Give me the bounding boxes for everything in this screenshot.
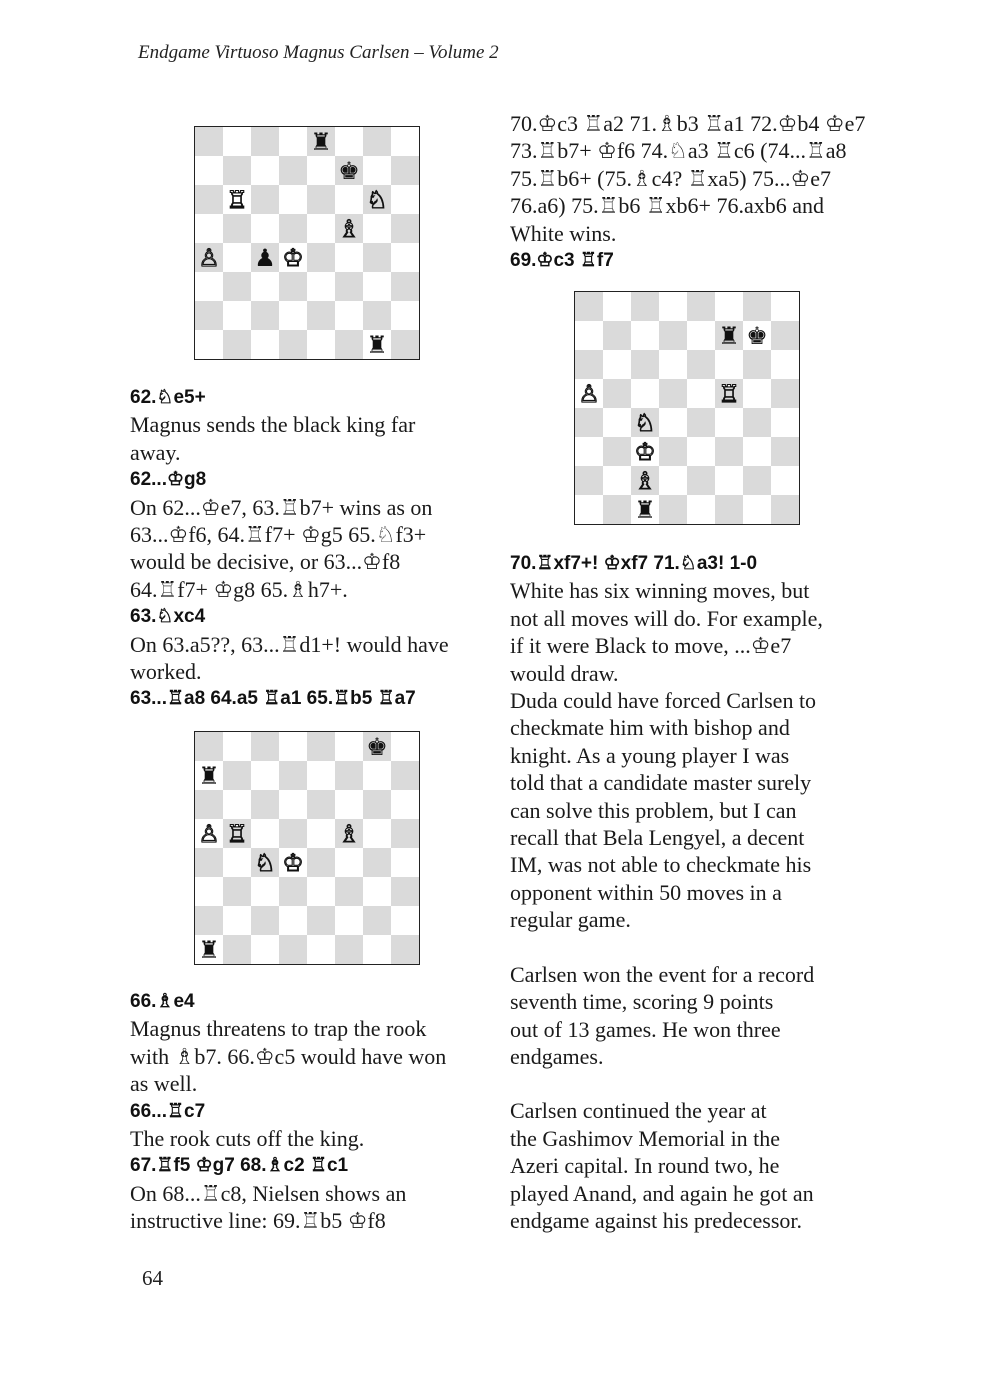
text-line: told that a candidate master surely <box>510 770 812 796</box>
board-square <box>391 732 419 761</box>
board-square <box>659 466 687 495</box>
board-square <box>575 437 603 466</box>
running-head: Endgame Virtuoso Magnus Carlsen – Volume 2 <box>138 42 499 63</box>
board-square <box>771 408 799 437</box>
board-square <box>195 790 223 819</box>
text-line: would be decisive, or 63...♔f8 <box>130 549 401 575</box>
board-square <box>335 272 363 301</box>
chess-piece-icon: ♙ <box>578 379 600 408</box>
board-square <box>715 350 743 379</box>
board-square <box>195 185 223 214</box>
board-square <box>659 437 687 466</box>
board-square <box>307 790 335 819</box>
board-square <box>195 214 223 243</box>
board-square <box>307 127 335 156</box>
text-line: can solve this problem, but I can <box>510 797 797 823</box>
board-square <box>659 321 687 350</box>
board-square <box>363 185 391 214</box>
board-square <box>223 848 251 877</box>
board-square <box>307 272 335 301</box>
text-line: checkmate him with bishop and <box>510 715 790 741</box>
board-square <box>391 790 419 819</box>
board-square <box>251 790 279 819</box>
board-square <box>307 877 335 906</box>
board-square <box>391 156 419 185</box>
board-square <box>743 437 771 466</box>
chess-piece-icon: ♔ <box>282 243 304 272</box>
board-square <box>575 408 603 437</box>
board-square <box>715 292 743 321</box>
chess-piece-icon: ♗ <box>338 214 360 243</box>
text-line: The rook cuts off the king. <box>130 1126 365 1152</box>
move-line: 69.♔c3 ♖f7 <box>510 250 614 272</box>
board-square <box>715 321 743 350</box>
board-square <box>363 935 391 964</box>
text-line: recall that Bela Lengyel, a decent <box>510 825 805 851</box>
text-line: On 63.a5??, 63...♖d1+! would have <box>130 631 449 657</box>
chess-piece-icon: ♗ <box>338 819 360 848</box>
board-square <box>743 350 771 379</box>
text-line: 73.♖b7+ ♔f6 74.♘a3 ♖c6 (74...♖a8 <box>510 138 847 164</box>
board-square <box>575 495 603 524</box>
board-square <box>307 243 335 272</box>
text-line: with ♗b7. 66.♔c5 would have won <box>130 1043 447 1069</box>
chess-piece-icon: ♙ <box>198 243 220 272</box>
board-square <box>391 906 419 935</box>
board-square <box>363 156 391 185</box>
board-square <box>363 243 391 272</box>
board-square <box>195 301 223 330</box>
board-square <box>279 243 307 272</box>
chess-piece-icon: ♖ <box>226 185 248 214</box>
board-square <box>251 761 279 790</box>
board-square <box>575 292 603 321</box>
board-square <box>195 906 223 935</box>
chess-piece-icon: ♚ <box>366 732 388 761</box>
board-square <box>307 848 335 877</box>
board-square <box>223 761 251 790</box>
text-line: IM, was not able to checkmate his <box>510 852 812 878</box>
board-square <box>279 848 307 877</box>
board-square <box>659 495 687 524</box>
board-square <box>279 906 307 935</box>
board-square <box>715 379 743 408</box>
chess-piece-icon: ♔ <box>634 437 656 466</box>
board-square <box>223 330 251 359</box>
board-square <box>335 243 363 272</box>
chess-piece-icon: ♜ <box>198 935 220 964</box>
board-square <box>363 790 391 819</box>
board-square <box>743 321 771 350</box>
chess-piece-icon: ♚ <box>338 156 360 185</box>
board-square <box>631 495 659 524</box>
board-square <box>307 935 335 964</box>
board-square <box>223 214 251 243</box>
board-square <box>363 761 391 790</box>
board-square <box>363 877 391 906</box>
board-square <box>195 935 223 964</box>
text-line: Carlsen continued the year at <box>510 1098 767 1124</box>
board-square <box>391 301 419 330</box>
board-square <box>335 185 363 214</box>
board-square <box>771 292 799 321</box>
board-square <box>659 379 687 408</box>
text-line: Magnus sends the black king far <box>130 412 416 438</box>
board-square <box>307 330 335 359</box>
text-line: away. <box>130 439 181 465</box>
board-square <box>335 906 363 935</box>
text-line: 64.♖f7+ ♔g8 65.♗h7+. <box>130 576 348 602</box>
board-square <box>223 790 251 819</box>
board-square <box>687 292 715 321</box>
board-square <box>687 495 715 524</box>
board-square <box>603 379 631 408</box>
board-square <box>335 127 363 156</box>
board-square <box>603 466 631 495</box>
board-square <box>307 214 335 243</box>
board-square <box>335 214 363 243</box>
board-square <box>391 819 419 848</box>
move-line: 62.♘e5+ <box>130 387 206 408</box>
board-square <box>363 127 391 156</box>
board-square <box>335 330 363 359</box>
board-square <box>771 437 799 466</box>
board-square <box>223 127 251 156</box>
move-line: 62...♔g8 <box>130 469 207 491</box>
board-square <box>771 466 799 495</box>
board-square <box>771 350 799 379</box>
chess-piece-icon: ♜ <box>366 330 388 359</box>
board-square <box>743 495 771 524</box>
board-square <box>687 408 715 437</box>
board-square <box>251 732 279 761</box>
move-line: 63.♘xc4 <box>130 606 206 628</box>
text-line: On 62...♔e7, 63.♖b7+ wins as on <box>130 494 433 520</box>
chess-piece-icon: ♖ <box>718 379 740 408</box>
board-square <box>223 185 251 214</box>
text-line: instructive line: 69.♖b5 ♔f8 <box>130 1208 386 1234</box>
chess-piece-icon: ♖ <box>226 819 248 848</box>
board-square <box>279 790 307 819</box>
board-square <box>603 292 631 321</box>
board-square <box>195 819 223 848</box>
board-square <box>631 379 659 408</box>
board-square <box>391 243 419 272</box>
board-square <box>687 321 715 350</box>
board-square <box>603 408 631 437</box>
board-square <box>195 732 223 761</box>
board-square <box>279 935 307 964</box>
board-square <box>195 272 223 301</box>
board-square <box>307 732 335 761</box>
board-square <box>251 214 279 243</box>
board-square <box>279 272 307 301</box>
board-square <box>279 819 307 848</box>
board-square <box>279 877 307 906</box>
text-line: opponent within 50 moves in a <box>510 879 782 905</box>
board-square <box>391 127 419 156</box>
text-line: as well. <box>130 1071 198 1097</box>
board-square <box>715 466 743 495</box>
chess-piece-icon: ♜ <box>310 127 332 156</box>
board-square <box>251 819 279 848</box>
board-square <box>279 761 307 790</box>
board-square <box>687 466 715 495</box>
board-square <box>195 877 223 906</box>
board-square <box>363 906 391 935</box>
board-square <box>659 408 687 437</box>
board-square <box>391 214 419 243</box>
board-square <box>659 292 687 321</box>
board-square <box>251 848 279 877</box>
text-line: Azeri capital. In round two, he <box>510 1153 780 1179</box>
board-square <box>363 732 391 761</box>
board-square <box>631 408 659 437</box>
move-line: 70.♖xf7+! ♔xf7 71.♘a3! 1-0 <box>510 553 758 574</box>
board-square <box>335 761 363 790</box>
chess-piece-icon: ♚ <box>746 321 768 350</box>
move-line: 66...♖c7 <box>130 1100 206 1122</box>
board-square <box>363 214 391 243</box>
board-square <box>391 877 419 906</box>
board-square <box>335 848 363 877</box>
board-square <box>743 292 771 321</box>
text-line: worked. <box>130 659 202 685</box>
board-square <box>307 906 335 935</box>
board-square <box>659 350 687 379</box>
board-square <box>603 437 631 466</box>
board-square <box>307 185 335 214</box>
board-square <box>771 495 799 524</box>
text-line: White has six winning moves, but <box>510 578 810 604</box>
chess-piece-icon: ♘ <box>634 408 656 437</box>
board-square <box>279 185 307 214</box>
text-line: 63...♔f6, 64.♖f7+ ♔g5 65.♘f3+ <box>130 522 427 548</box>
chess-diagram-2 <box>194 731 420 965</box>
move-line: 63...♖a8 64.a5 ♖a1 65.♖b5 ♖a7 <box>130 688 416 710</box>
board-square <box>631 292 659 321</box>
board-square <box>223 906 251 935</box>
chess-piece-icon: ♗ <box>634 466 656 495</box>
board-square <box>335 935 363 964</box>
text-line: seventh time, scoring 9 points <box>510 989 774 1015</box>
board-square <box>223 156 251 185</box>
move-line: 66.♗e4 <box>130 991 195 1012</box>
board-square <box>195 330 223 359</box>
board-square <box>251 330 279 359</box>
board-square <box>195 848 223 877</box>
page-number: 64 <box>142 1266 163 1290</box>
board-square <box>603 350 631 379</box>
board-square <box>223 272 251 301</box>
board-square <box>307 156 335 185</box>
text-line: would draw. <box>510 660 619 686</box>
board-square <box>251 906 279 935</box>
chess-piece-icon: ♟ <box>254 243 276 272</box>
board-square <box>631 321 659 350</box>
board-square <box>631 350 659 379</box>
chess-diagram-3 <box>574 291 800 525</box>
board-square <box>743 379 771 408</box>
board-square <box>195 761 223 790</box>
text-line: regular game. <box>510 907 631 933</box>
chess-piece-icon: ♘ <box>366 185 388 214</box>
board-square <box>391 185 419 214</box>
chess-piece-icon: ♙ <box>198 819 220 848</box>
text-line: played Anand, and again he got an <box>510 1180 814 1206</box>
board-square <box>251 127 279 156</box>
board-square <box>575 379 603 408</box>
board-square <box>223 301 251 330</box>
board-square <box>223 819 251 848</box>
text-line: Magnus threatens to trap the rook <box>130 1016 427 1042</box>
text-line: knight. As a young player I was <box>510 742 790 768</box>
chess-piece-icon: ♜ <box>718 321 740 350</box>
board-square <box>335 732 363 761</box>
board-square <box>335 156 363 185</box>
board-square <box>279 156 307 185</box>
text-line: endgames. <box>510 1043 604 1069</box>
board-square <box>223 243 251 272</box>
board-square <box>251 185 279 214</box>
board-square <box>771 321 799 350</box>
board-square <box>603 495 631 524</box>
board-square <box>223 935 251 964</box>
board-square <box>631 437 659 466</box>
board-square <box>307 761 335 790</box>
board-square <box>575 321 603 350</box>
board-square <box>715 495 743 524</box>
text-line: On 68...♖c8, Nielsen shows an <box>130 1180 407 1206</box>
board-square <box>251 935 279 964</box>
board-square <box>715 408 743 437</box>
board-square <box>195 127 223 156</box>
board-square <box>391 761 419 790</box>
board-square <box>251 301 279 330</box>
text-line: the Gashimov Memorial in the <box>510 1125 781 1151</box>
board-square <box>603 321 631 350</box>
board-square <box>223 877 251 906</box>
board-square <box>391 935 419 964</box>
board-square <box>391 848 419 877</box>
chess-piece-icon: ♜ <box>634 495 656 524</box>
chess-piece-icon: ♘ <box>254 848 276 877</box>
board-square <box>575 466 603 495</box>
board-square <box>363 272 391 301</box>
board-square <box>743 408 771 437</box>
board-square <box>195 156 223 185</box>
board-square <box>279 732 307 761</box>
board-square <box>363 819 391 848</box>
board-square <box>279 330 307 359</box>
board-square <box>575 350 603 379</box>
board-square <box>251 877 279 906</box>
chess-piece-icon: ♜ <box>198 761 220 790</box>
board-square <box>363 848 391 877</box>
board-square <box>307 819 335 848</box>
board-square <box>307 301 335 330</box>
board-square <box>743 466 771 495</box>
board-square <box>687 379 715 408</box>
text-line: Duda could have forced Carlsen to <box>510 688 817 714</box>
board-square <box>391 330 419 359</box>
board-square <box>251 156 279 185</box>
board-square <box>251 243 279 272</box>
move-line: 67.♖f5 ♔g7 68.♗c2 ♖c1 <box>130 1155 349 1177</box>
board-square <box>195 243 223 272</box>
board-square <box>631 466 659 495</box>
board-square <box>279 301 307 330</box>
board-square <box>715 437 743 466</box>
board-square <box>363 301 391 330</box>
board-square <box>335 301 363 330</box>
board-square <box>391 272 419 301</box>
text-line: 70.♔c3 ♖a2 71.♗b3 ♖a1 72.♔b4 ♔e7 <box>510 111 866 136</box>
text-line: not all moves will do. For example, <box>510 605 823 631</box>
board-square <box>279 127 307 156</box>
board-square <box>771 379 799 408</box>
text-line: Carlsen won the event for a record <box>510 961 815 987</box>
board-square <box>687 350 715 379</box>
board-square <box>251 272 279 301</box>
text-line: 76.a6) 75.♖b6 ♖xb6+ 76.axb6 and <box>510 193 824 219</box>
text-line: out of 13 games. He won three <box>510 1016 781 1042</box>
chess-diagram-1 <box>194 126 420 360</box>
board-square <box>335 819 363 848</box>
text-line: White wins. <box>510 220 617 246</box>
board-square <box>687 437 715 466</box>
board-square <box>279 214 307 243</box>
chess-piece-icon: ♔ <box>282 848 304 877</box>
board-square <box>335 877 363 906</box>
text-line: if it were Black to move, ...♔e7 <box>510 633 792 659</box>
text-line: 75.♖b6+ (75.♗c4? ♖xa5) 75...♔e7 <box>510 165 832 191</box>
board-square <box>363 330 391 359</box>
text-line: endgame against his predecessor. <box>510 1207 803 1233</box>
board-square <box>335 790 363 819</box>
board-square <box>223 732 251 761</box>
